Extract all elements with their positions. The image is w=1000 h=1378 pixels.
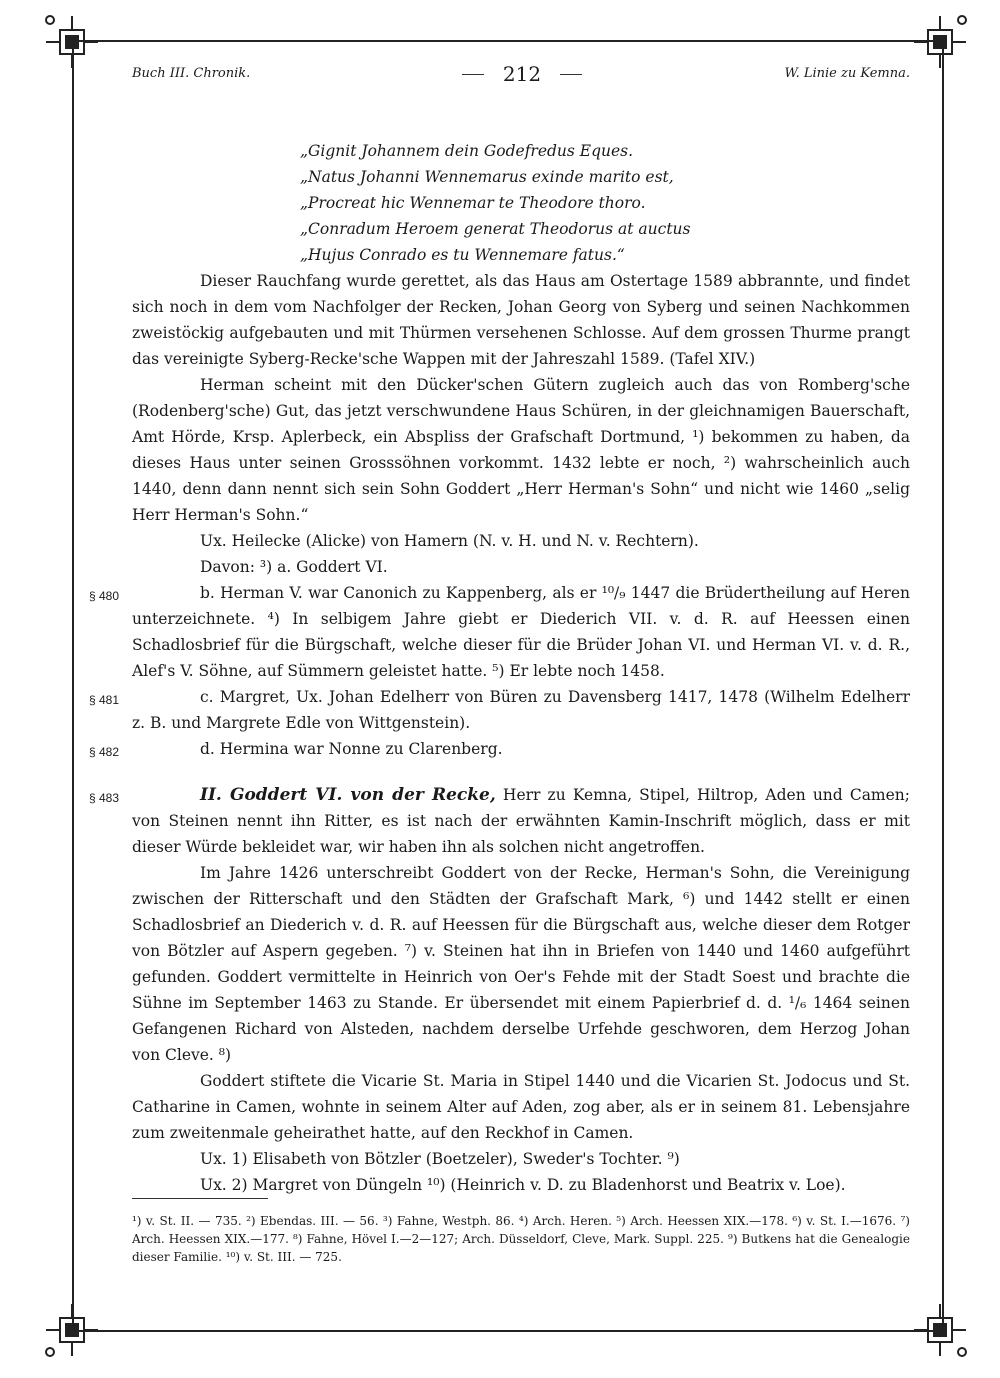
section-483 [89, 782, 911, 860]
corner-ornament-icon [42, 1300, 102, 1360]
header-line-title: W. Linie zu Kemna. [784, 66, 910, 81]
paragraph: Goddert stiftete die Vicarie St. Maria in Stipel 1440 und die Vicarien St. Jodocus und St. Catharine in Camen, wohnte in seinem Alter auf Aden, zog aber, als er in seinem 81. Lebensjahre zum zweitenmale geheirathet hatte, auf den Reckhof in Camen. [132, 1072, 910, 1142]
paragraph: b. Herman V. war Canonich zu Kappenberg, als er ¹⁰/₉ 1447 die Brüdertheilung auf Heren unterzeichnete. ⁴) In selbigem Jahre giebt er Diederich VII. v. d. R. auf Heessen einen Schadlosbrief für die Bürgschaft, welche dieser für die Brüder Johan VI. und Herman VI. v. d. R., Alef's V. Söhne, auf Sümmern geleistet hatte. ⁵) Er lebte noch 1458. [132, 584, 910, 680]
paragraph: Ux. Heilecke (Alicke) von Hamern (N. v. H. und N. v. Rechtern). [200, 532, 699, 550]
paragraph [132, 782, 910, 860]
latin-inscription [132, 138, 910, 268]
section-482 [89, 736, 910, 762]
section-480 [89, 580, 910, 684]
poem-line: „Gignit Johannem dein Godefredus Eques. [300, 142, 634, 160]
frame-bottom-border [72, 1330, 940, 1332]
poem-line: „Conradum Heroem generat Theodorus at auctus [300, 220, 691, 238]
paragraph: Im Jahre 1426 unterschreibt Goddert von der Recke, Herman's Sohn, die Vereinigung zwischen der Ritterschaft und den Städten der Grafschaft Mark, ⁶) und 1442 stellt er einen Schadlosbrief an Diederich v. d. R. auf Heessen für die Bürgschaft aus, welche dieser dem Rotger von Bötzler auf Aspern gegeben. ⁷) v. Steinen hat ihn in Briefen von 1440 und 1460 aufgeführt gefunden. Goddert vermittelte in Heinrich von Oer's Fehde mit der Stadt Soest und brachte die Sühne im September 1463 zu Stande. Er übersendet mit einem Papierbrief d. d. ¹/₆ 1464 seinen Gefangenen Richard von Alsteden, nachdem derselbe Urfehde geschworen, dem Herzog Johan von Cleve. ⁸) [132, 864, 910, 1064]
header-book-chapter: Buch III. Chronik. [132, 66, 251, 81]
paragraph-text: Herr zu Kemna, Stipel, Hiltrop, Aden und Camen; von Steinen nennt ihn Ritter, es ist nach der erwähnten Kamin-Inschrift möglich, dass er mit dieser Würde bekleidet war, wir haben ihn als solchen nicht angetroffen. [132, 786, 911, 856]
section-number: § 482 [89, 745, 120, 759]
corner-ornament-icon [42, 12, 102, 72]
section-heading: II. Goddert VI. von der Recke, [200, 785, 496, 805]
paragraph: Dieser Rauchfang wurde gerettet, als das Haus am Ostertage 1589 abbrannte, und findet sich noch in dem vom Nachfolger der Recken, Johan Georg von Syberg und seinen Nachkommen zweistöckig aufgebauten und mit Thürmen versehenen Schlosse. Auf dem grossen Thurme prangt das vereinigte Syberg-Recke'sche Wappen mit der Jahreszahl 1589. (Tafel XIV.) [132, 272, 910, 368]
section-481 [89, 684, 910, 736]
footnote-separator [132, 1198, 268, 1199]
page-body [89, 138, 911, 1198]
paragraph: d. Hermina war Nonne zu Clarenberg. [200, 740, 503, 758]
page-number: 212 [462, 62, 582, 86]
section-number: § 483 [89, 791, 120, 805]
paragraph: Ux. 2) Margret von Düngeln ¹⁰) (Heinrich v. D. zu Bladenhorst und Beatrix v. Loe). [200, 1176, 846, 1194]
footnotes: ¹) v. St. II. — 735. ²) Ebendas. III. — 56. ³) Fahne, Westph. 86. ⁴) Arch. Heren. ⁵) Arch. Heessen XIX.—178. ⁶) v. St. I.—1676. ⁷) Arch. Heessen XIX.—177. ⁸) Fahne, Hövel I.—2—127; Arch. Düsseldorf, Cleve, Mark. Suppl. 225. ⁹) Butkens hat die Genealogie dieser Familie. ¹⁰) v. St. III. — 725. [132, 1214, 910, 1264]
paragraph: Davon: ³) a. Goddert VI. [200, 558, 388, 576]
corner-ornament-icon [910, 1300, 970, 1360]
paragraph: Ux. 1) Elisabeth von Bötzler (Boetzeler), Sweder's Tochter. ⁹) [200, 1150, 680, 1168]
paragraph: c. Margret, Ux. Johan Edelherr von Büren zu Davensberg 1417, 1478 (Wilhelm Edelherr z. B. und Margrete Edle von Wittgenstein). [132, 688, 910, 732]
corner-ornament-icon [910, 12, 970, 72]
running-header [132, 62, 910, 86]
poem-line: „Hujus Conrado es tu Wennemare fatus.“ [300, 246, 625, 264]
paragraph: Herman scheint mit den Dücker'schen Gütern zugleich auch das von Romberg'sche (Rodenberg'sche) Gut, das jetzt verschwundene Haus Schüren, in der gleichnamigen Bauerschaft, Amt Hörde, Krsp. Aplerbeck, ein Abspliss der Grafschaft Dortmund, ¹) bekommen zu haben, da dieses Haus unter seinen Grosssöhnen vorkommt. 1432 lebte er noch, ²) wahrscheinlich auch 1440, denn dann nennt sich sein Sohn Goddert „Herr Herman's Sohn“ und nicht wie 1460 „selig Herr Herman's Sohn.“ [132, 376, 910, 524]
poem-line: „Procreat hic Wennemar te Theodore thoro. [300, 194, 646, 212]
poem-line: „Natus Johanni Wennemarus exinde marito est, [300, 168, 674, 186]
section-number: § 481 [89, 693, 120, 707]
section-number: § 480 [89, 589, 120, 603]
